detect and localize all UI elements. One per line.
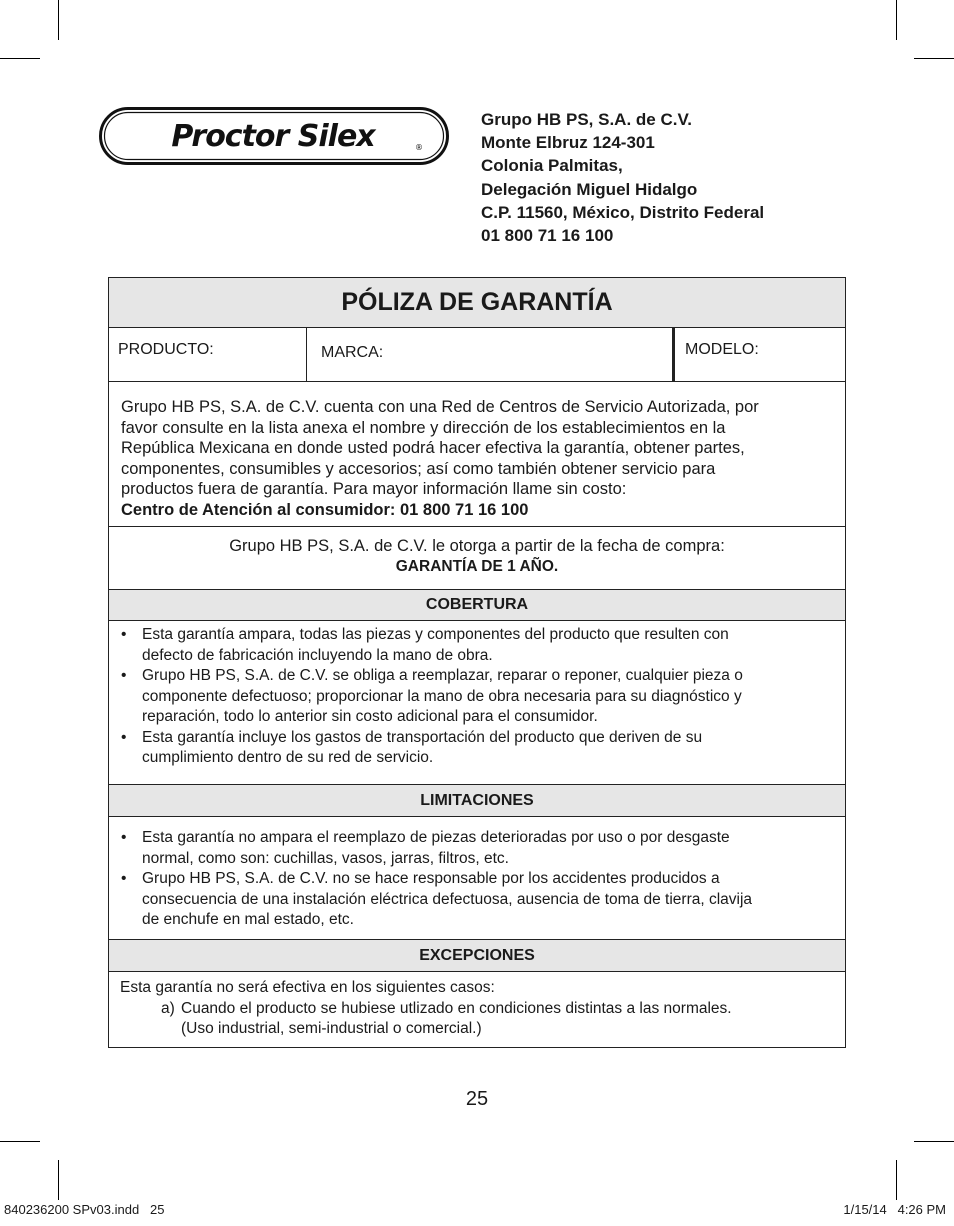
print-slug-date: 1/15/14 4:26 PM	[843, 1202, 946, 1217]
intro-line: Grupo HB PS, S.A. de C.V. cuenta con una Red de Centros de Servicio Autorizada, por	[121, 398, 759, 416]
modelo-field[interactable]	[675, 328, 845, 381]
crop-mark	[0, 58, 40, 59]
address-line: Delegación Miguel Hidalgo	[481, 179, 698, 199]
grant-text: Grupo HB PS, S.A. de C.V. le otorga a partir de la fecha de compra:	[229, 537, 725, 555]
page-number: 25	[465, 1088, 489, 1110]
crop-mark	[58, 0, 59, 40]
intro-line: República Mexicana en donde usted podrá hacer efectiva la garantía, obtener partes,	[121, 439, 745, 457]
list-item: • Grupo HB PS, S.A. de C.V. se obliga a reemplazar, reparar o reponer, cualquier pieza o componente defectuoso; proporcionar la mano de obra necesaria para su diagnóstico y reparación, todo lo anterior sin costo adicional para el consumidor.	[121, 667, 743, 725]
crop-mark	[914, 58, 954, 59]
limitaciones-heading: LIMITACIONES	[109, 784, 845, 816]
print-slug-file: 840236200 SPv03.indd 25	[4, 1202, 165, 1217]
crop-mark	[58, 1160, 59, 1200]
limitaciones-section	[109, 816, 845, 939]
brand-logo	[99, 107, 449, 165]
address-line: Monte Elbruz 124-301	[481, 133, 655, 153]
warranty-title: PÓLIZA DE GARANTÍA	[109, 278, 845, 327]
intro-line: favor consulte en la lista anexa el nombre y dirección de los establecimientos en la	[121, 418, 726, 437]
list-item: a) Cuando el producto se hubiese utlizado en condiciones distintas a las normales.	[161, 999, 732, 1017]
marca-label: MARCA:	[321, 344, 384, 361]
crop-mark	[896, 1160, 897, 1200]
list-item: • Esta garantía ampara, todas las piezas y componentes del producto que resulten con defecto de fabricación incluyendo la mano de obra.	[121, 626, 729, 664]
cobertura-heading: COBERTURA	[109, 589, 845, 620]
warranty-term: GARANTÍA DE 1 AÑO.	[395, 557, 559, 575]
service-network-info	[109, 381, 845, 526]
producto-field[interactable]	[109, 328, 307, 381]
logo-text: Proctor Silex	[171, 119, 375, 154]
crop-mark	[0, 1141, 40, 1142]
modelo-label: MODELO:	[685, 341, 759, 358]
marca-field[interactable]	[307, 328, 675, 381]
address-phone: 01 800 71 16 100	[481, 226, 614, 246]
cobertura-section	[109, 620, 845, 784]
consumer-hotline: Centro de Atención al consumidor: 01 800 71 16 100	[121, 500, 529, 519]
address-line: Grupo HB PS, S.A. de C.V.	[481, 110, 692, 129]
intro-line: componentes, consumibles y accesorios; así como también obtener servicio para	[121, 459, 716, 478]
address-line: C.P. 11560, México, Distrito Federal	[481, 202, 765, 222]
company-address	[481, 108, 764, 247]
intro-line: productos fuera de garantía. Para mayor información llame sin costo:	[121, 480, 627, 498]
registered-mark: ®	[415, 143, 423, 152]
excepciones-intro: Esta garantía no será efectiva en los siguientes casos:	[120, 979, 495, 996]
warranty-form	[108, 277, 846, 1048]
crop-mark	[896, 0, 897, 40]
crop-mark	[914, 1141, 954, 1142]
address-line: Colonia Palmitas,	[481, 156, 623, 176]
list-item: • Esta garantía no ampara el reemplazo de piezas deterioradas por uso o por desgaste normal, como son: cuchillas, vasos, jarras, filtros, etc.	[121, 829, 730, 867]
list-item-continuation: (Uso industrial, semi-industrial o comercial.)	[181, 1020, 482, 1037]
warranty-grant	[109, 526, 845, 589]
excepciones-heading: EXCEPCIONES	[109, 939, 845, 971]
list-item: • Esta garantía incluye los gastos de transportación del producto que deriven de su cumplimiento dentro de su red de servicio.	[121, 728, 703, 766]
producto-label: PRODUCTO:	[118, 341, 214, 358]
excepciones-section	[109, 971, 845, 1049]
list-item: • Grupo HB PS, S.A. de C.V. no se hace responsable por los accidentes producidos a consecuencia de una instalación eléctrica defectuosa, ausencia de toma de tierra, clavija de enchufe en mal estado, etc.	[121, 870, 753, 928]
product-fields-row	[109, 327, 845, 381]
